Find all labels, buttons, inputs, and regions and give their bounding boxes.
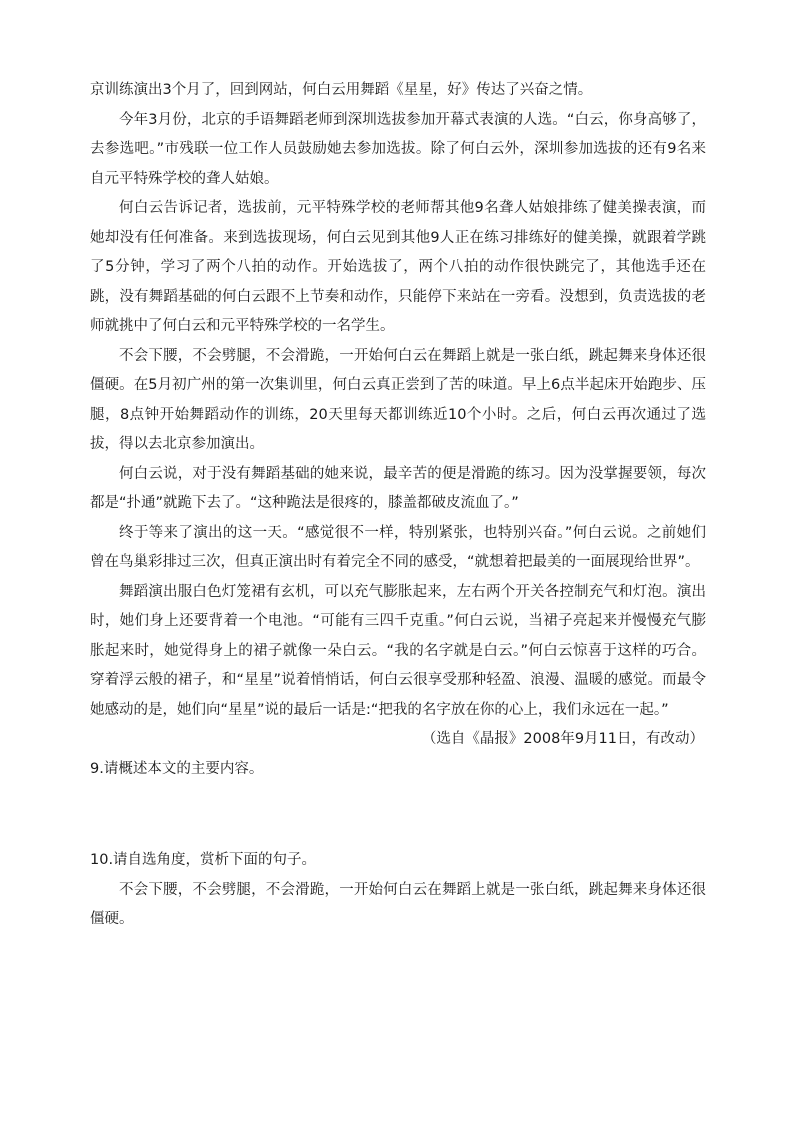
article-paragraph-7: 舞蹈演出服白色灯笼裙有玄机，可以充气膨胀起来，左右两个开关各控制充气和灯泡。演出时，她们身上还要背着一个电池。“可能有三四千克重。”何白云说，当裙子亮起来并慢慢充气膨胀起来时，她觉得身上的裙子就像一朵白云。“我的名字就是白云。”何白云惊喜于这样的巧合。穿着浮云般的裙子，和“星星”说着悄悄话，何白云很享受那种轻盈、浪漫、温暖的感觉。而最令她感动的是，她们向“星星”说的最后一话是:“把我的名字放在你的心上，我们永远在一起。” <box>90 583 706 718</box>
question-9: 9.请概述本文的主要内容。 <box>90 760 264 777</box>
article-paragraph-1: 京训练演出3个月了，回到网站，何白云用舞蹈《星星，好》传达了兴奋之情。 <box>90 82 593 98</box>
article-paragraph-4: 不会下腰，不会劈腿，不会滑跪，一开始何白云在舞蹈上就是一张白纸，跳起舞来身体还很僵硬。在5月初广州的第一次集训里，何白云真正尝到了苦的味道。早上6点半起床开始跑步、压腿，8点钟开始舞蹈动作的训练，20天里每天都训练近10个小时。之后，何白云再次通过了选拔，得以去北京参加演出。 <box>90 347 706 452</box>
article-paragraph-6: 终于等来了演出的这一天。“感觉很不一样，特别紧张，也特别兴奋。”何白云说。之前她们曾在鸟巢彩排过三次，但真正演出时有着完全不同的感受，“就想着把最美的一面展现给世界”。 <box>90 524 706 570</box>
question-10: 10.请自选角度，赏析下面的句子。 <box>90 852 317 868</box>
answer-space-9 <box>90 784 706 846</box>
article-paragraph-3: 何白云告诉记者，选拔前，元平特殊学校的老师帮其他9名聋人姑娘排练了健美操表演，而她却没有任何准备。来到选拔现场，何白云见到其他9人正在练习排练好的健美操，就跟着学跳了5分钟，学习了两个八拍的动作。开始选拔了，两个八拍的动作很快跳完了，其他选手还在跳，没有舞蹈基础的何白云跟不上节奏和动作，只能停下来站在一旁看。没想到，负责选拔的老师就挑中了何白云和元平特殊学校的一名学生。 <box>90 200 706 334</box>
article-paragraph-5: 何白云说，对于没有舞蹈基础的她来说，最辛苦的便是滑跪的练习。因为没掌握要领，每次都是“扑通”就跪下去了。“这种跪法是很疼的，膝盖都破皮流血了。” <box>90 465 706 511</box>
document-page <box>90 76 706 935</box>
question-10-quote: 不会下腰，不会劈腿，不会滑跪，一开始何白云在舞蹈上就是一张白纸，跳起舞来身体还很僵硬。 <box>90 881 706 927</box>
article-paragraph-2: 今年3月份，北京的手语舞蹈老师到深圳选拔参加开幕式表演的人选。“白云，你身高够了，去参选吧。”市残联一位工作人员鼓励她去参加选拔。除了何白云外，深圳参加选拔的还有9名来自元平特殊学校的聋人姑娘。 <box>90 111 706 187</box>
article-source: （选自《晶报》2008年9月11日，有改动） <box>421 731 704 747</box>
